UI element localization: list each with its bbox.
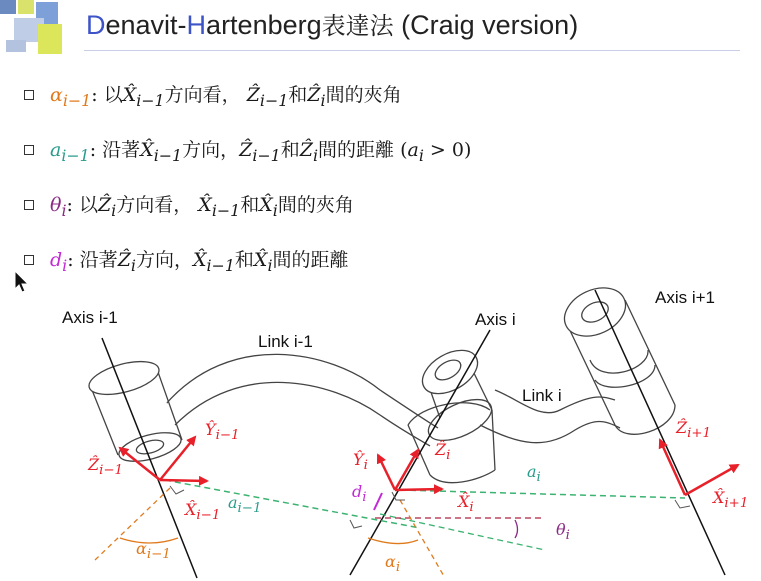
axis-prev-label: Axis i-1 — [62, 308, 118, 327]
a-cur-label: $a_i$ — [527, 462, 541, 486]
axis-next-label: Axis i+1 — [655, 288, 715, 307]
bullet-a: $a_{i-1}$: 沿著$X̂_{i-1}$方向，Ẑ$_{i-1}$和Ẑ$_i$間的距離 $(a_i > 0)$ — [50, 139, 472, 165]
y-prev-label: $Ŷ_{i-1}$ — [205, 420, 240, 444]
link-cur-label: Link i — [522, 386, 562, 405]
slide-title: Denavit-Hartenberg表達法 (Craig version) — [86, 10, 579, 40]
x-cur-label: $X̂_i$ — [458, 492, 474, 516]
link-cur-shape-inner — [480, 422, 620, 443]
bullet-alpha: $\alpha_{i-1}$: 以$X̂_{i-1}$方向看， Ẑ$_{i-1}$和Ẑ$_i$間的夾角 — [50, 84, 402, 110]
axis-cur-label: Axis i — [475, 310, 516, 329]
alpha-prev-label: $\alpha_{i-1}$ — [136, 539, 171, 563]
z-cur-label: Ẑ$_i$ — [435, 440, 451, 464]
z-prev-label: Ẑ$_{i-1}$ — [88, 455, 124, 479]
joint-cur-cylinder — [408, 341, 498, 482]
theta-cur-label: $\theta_i$ — [556, 520, 570, 544]
y-cur-label: $Ŷ_i$ — [353, 450, 368, 474]
frame-next-arrows — [660, 440, 738, 495]
alpha-cur-label: $\alpha_i$ — [385, 552, 401, 576]
x-prev-extension-dashed — [380, 514, 545, 550]
d-segment — [374, 493, 382, 510]
z-cur-projection — [400, 500, 445, 578]
bullet-theta: $\theta_i$: 以Ẑ$_i$方向看， $X̂_{i-1}$和$X̂_i$間的夾角 — [50, 194, 354, 220]
a-prev-label: $a_{i-1}$ — [228, 493, 262, 517]
x-next-label: $X̂_{i+1}$ — [713, 488, 749, 512]
link-prev-shape — [165, 354, 438, 428]
normal-cur-dashed — [400, 490, 685, 498]
x-prev-label: $X̂_{i-1}$ — [185, 500, 221, 524]
joint-prev-cylinder — [86, 355, 184, 467]
axis-cur-line — [350, 330, 490, 575]
d-cur-label: $d_i$ — [352, 482, 367, 506]
alpha-cur-arc — [368, 538, 418, 544]
bullet-d: $d_i$: 沿著Ẑ$_i$方向，$X̂_{i-1}$和$X̂_i$間的距離 — [50, 249, 349, 275]
theta-arc — [515, 520, 518, 538]
link-prev-label: Link i-1 — [258, 332, 313, 351]
z-next-label: Ẑ$_{i+1}$ — [676, 418, 712, 442]
